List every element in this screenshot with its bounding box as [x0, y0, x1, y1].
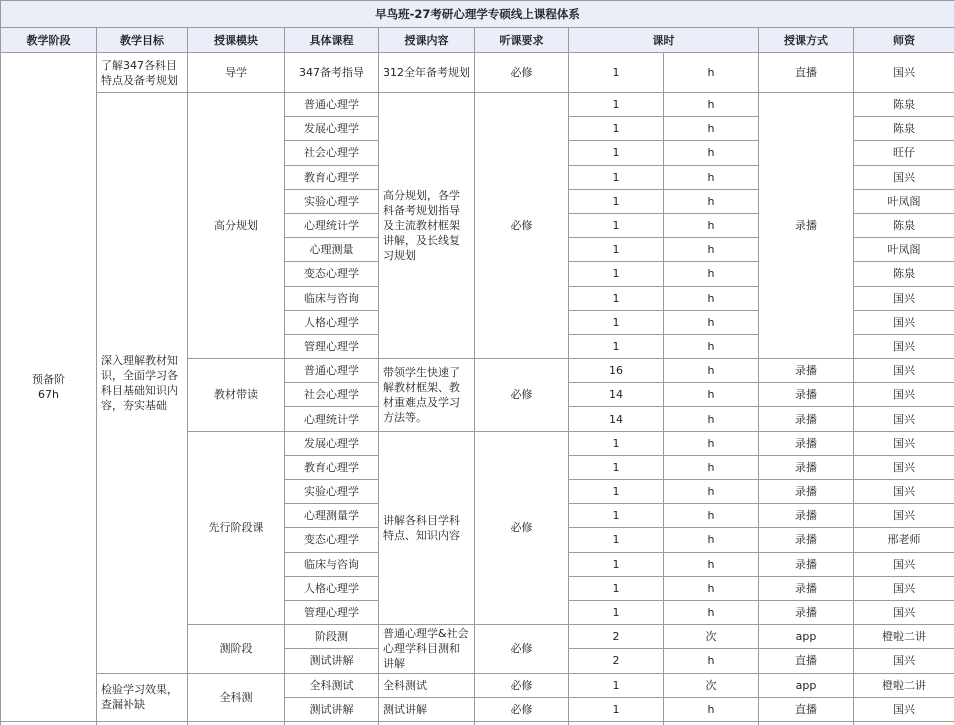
course-cell: 实验心理学 [285, 189, 379, 213]
unit-cell: h [664, 552, 759, 576]
hours-cell: 1 [569, 53, 664, 93]
course-cell: 临床与咨询 [285, 286, 379, 310]
hours-cell: 1 [569, 213, 664, 237]
hours-cell: 1 [569, 455, 664, 479]
teacher-cell: 国兴 [854, 53, 954, 93]
empty-cell [379, 721, 475, 725]
goal-cell: 了解347各科目特点及备考规划 [97, 53, 188, 93]
unit-cell: h [664, 213, 759, 237]
hours-cell: 1 [569, 189, 664, 213]
hours-cell: 1 [569, 431, 664, 455]
teacher-cell: 国兴 [854, 480, 954, 504]
unit-cell: h [664, 165, 759, 189]
unit-cell: h [664, 383, 759, 407]
mode-cell: 录播 [759, 576, 854, 600]
unit-cell: h [664, 334, 759, 358]
empty-cell [854, 721, 954, 725]
teacher-cell: 邢老师 [854, 528, 954, 552]
course-cell: 心理统计学 [285, 407, 379, 431]
req-cell: 必修 [475, 431, 569, 625]
req-cell: 必修 [475, 697, 569, 721]
module-cell: 测阶段 [188, 625, 285, 673]
teacher-cell: 国兴 [854, 697, 954, 721]
teacher-cell: 叶凤阁 [854, 189, 954, 213]
hours-cell: 1 [569, 480, 664, 504]
req-cell: 必修 [475, 625, 569, 673]
hours-cell: 2 [569, 625, 664, 649]
mode-cell: 录播 [759, 383, 854, 407]
teacher-cell: 国兴 [854, 600, 954, 624]
teacher-cell: 国兴 [854, 334, 954, 358]
hours-cell: 14 [569, 383, 664, 407]
teacher-cell: 国兴 [854, 310, 954, 334]
hours-cell: 1 [569, 552, 664, 576]
mode-cell: 录播 [759, 93, 854, 359]
teacher-cell: 国兴 [854, 407, 954, 431]
column-header: 师资 [854, 28, 954, 53]
course-cell: 人格心理学 [285, 576, 379, 600]
unit-cell: h [664, 649, 759, 673]
hours-cell: 1 [569, 93, 664, 117]
teacher-cell: 陈泉 [854, 213, 954, 237]
course-cell: 发展心理学 [285, 431, 379, 455]
empty-cell [759, 721, 854, 725]
goal-cell: 深入理解教材知识，全面学习各科目基础知识内容，夯实基础 [97, 93, 188, 674]
mode-cell: 录播 [759, 431, 854, 455]
course-cell: 心理测量 [285, 238, 379, 262]
teacher-cell: 国兴 [854, 165, 954, 189]
content-cell: 讲解各科目学科特点、知识内容 [379, 431, 475, 625]
column-header: 教学阶段 [1, 28, 97, 53]
column-header: 授课内容 [379, 28, 475, 53]
course-cell: 普通心理学 [285, 93, 379, 117]
hours-cell: 1 [569, 576, 664, 600]
teacher-cell: 国兴 [854, 431, 954, 455]
course-cell: 临床与咨询 [285, 552, 379, 576]
unit-cell: h [664, 189, 759, 213]
course-cell: 社会心理学 [285, 383, 379, 407]
course-cell: 变态心理学 [285, 528, 379, 552]
unit-cell: 次 [664, 625, 759, 649]
unit-cell: h [664, 431, 759, 455]
content-cell: 带领学生快速了解教材框架、教材重难点及学习方法等。 [379, 359, 475, 432]
course-cell: 教育心理学 [285, 455, 379, 479]
hours-cell: 1 [569, 528, 664, 552]
teacher-cell: 国兴 [854, 576, 954, 600]
mode-cell: 录播 [759, 600, 854, 624]
unit-cell: h [664, 93, 759, 117]
column-header: 教学目标 [97, 28, 188, 53]
empty-cell [475, 721, 569, 725]
req-cell: 必修 [475, 673, 569, 697]
hours-cell: 1 [569, 117, 664, 141]
goal-cell: 检验学习效果，查漏补缺 [97, 673, 188, 721]
hours-cell: 1 [569, 600, 664, 624]
unit-cell: 次 [664, 673, 759, 697]
table-row [1, 53, 954, 93]
req-cell: 必修 [475, 359, 569, 432]
course-cell: 发展心理学 [285, 117, 379, 141]
table-row [1, 93, 954, 117]
hours-cell: 1 [569, 504, 664, 528]
unit-cell: h [664, 576, 759, 600]
unit-cell: h [664, 310, 759, 334]
teacher-cell: 国兴 [854, 649, 954, 673]
content-cell: 312全年备考规划 [379, 53, 475, 93]
unit-cell: h [664, 407, 759, 431]
table-row-partial [1, 721, 954, 725]
req-cell: 必修 [475, 53, 569, 93]
hours-cell: 14 [569, 407, 664, 431]
mode-cell: 录播 [759, 528, 854, 552]
mode-cell: 录播 [759, 480, 854, 504]
teacher-cell: 国兴 [854, 552, 954, 576]
content-cell: 测试讲解 [379, 697, 475, 721]
teacher-cell: 旺仔 [854, 141, 954, 165]
unit-cell: h [664, 262, 759, 286]
unit-cell: h [664, 238, 759, 262]
module-cell: 全科测 [188, 673, 285, 721]
table-title: 早鸟班-27考研心理学专硕线上课程体系 [1, 1, 954, 28]
content-cell: 普通心理学&社会心理学科目测和讲解 [379, 625, 475, 673]
teacher-cell: 国兴 [854, 504, 954, 528]
hours-cell: 1 [569, 286, 664, 310]
hours-cell: 16 [569, 359, 664, 383]
course-cell: 心理统计学 [285, 213, 379, 237]
empty-cell [285, 721, 379, 725]
hours-cell: 1 [569, 697, 664, 721]
course-cell: 347备考指导 [285, 53, 379, 93]
empty-cell [569, 721, 664, 725]
mode-cell: 录播 [759, 455, 854, 479]
course-cell: 阶段测 [285, 625, 379, 649]
unit-cell: h [664, 53, 759, 93]
course-cell: 社会心理学 [285, 141, 379, 165]
mode-cell: 录播 [759, 504, 854, 528]
teacher-cell: 橙啦二讲 [854, 625, 954, 649]
empty-cell [664, 721, 759, 725]
hours-cell: 1 [569, 334, 664, 358]
module-cell: 教材带读 [188, 359, 285, 432]
unit-cell: h [664, 117, 759, 141]
mode-cell: 录播 [759, 407, 854, 431]
teacher-cell: 陈泉 [854, 262, 954, 286]
unit-cell: h [664, 504, 759, 528]
empty-cell [188, 721, 285, 725]
table-row [1, 673, 954, 697]
unit-cell: h [664, 528, 759, 552]
hours-cell: 1 [569, 262, 664, 286]
header-row [1, 28, 954, 53]
column-header: 听课要求 [475, 28, 569, 53]
req-cell: 必修 [475, 93, 569, 359]
hours-cell: 2 [569, 649, 664, 673]
unit-cell: h [664, 480, 759, 504]
column-header: 授课方式 [759, 28, 854, 53]
teacher-cell: 陈泉 [854, 117, 954, 141]
teacher-cell: 国兴 [854, 286, 954, 310]
unit-cell: h [664, 697, 759, 721]
hours-cell: 1 [569, 238, 664, 262]
course-cell: 管理心理学 [285, 600, 379, 624]
hours-cell: 1 [569, 310, 664, 334]
course-cell: 教育心理学 [285, 165, 379, 189]
course-cell: 全科测试 [285, 673, 379, 697]
mode-cell: app [759, 673, 854, 697]
column-header: 授课模块 [188, 28, 285, 53]
content-cell: 高分规划，各学科备考规划指导及主流教材框架讲解，及长线复习规划 [379, 93, 475, 359]
course-cell: 心理测量学 [285, 504, 379, 528]
mode-cell: 录播 [759, 359, 854, 383]
hours-cell: 1 [569, 165, 664, 189]
course-cell: 测试讲解 [285, 697, 379, 721]
mode-cell: 直播 [759, 697, 854, 721]
hours-cell: 1 [569, 673, 664, 697]
course-cell: 普通心理学 [285, 359, 379, 383]
module-cell: 高分规划 [188, 93, 285, 359]
course-cell: 人格心理学 [285, 310, 379, 334]
teacher-cell: 国兴 [854, 383, 954, 407]
course-cell: 变态心理学 [285, 262, 379, 286]
course-cell: 测试讲解 [285, 649, 379, 673]
teacher-cell: 叶凤阁 [854, 238, 954, 262]
empty-cell [1, 721, 97, 725]
unit-cell: h [664, 600, 759, 624]
mode-cell: 录播 [759, 552, 854, 576]
stage-cell: 预备阶 67h [1, 53, 97, 722]
mode-cell: app [759, 625, 854, 649]
module-cell: 导学 [188, 53, 285, 93]
course-cell: 实验心理学 [285, 480, 379, 504]
column-header: 课时 [569, 28, 759, 53]
teacher-cell: 橙啦二讲 [854, 673, 954, 697]
content-cell: 全科测试 [379, 673, 475, 697]
unit-cell: h [664, 141, 759, 165]
unit-cell: h [664, 359, 759, 383]
empty-cell [97, 721, 188, 725]
teacher-cell: 国兴 [854, 359, 954, 383]
teacher-cell: 国兴 [854, 455, 954, 479]
unit-cell: h [664, 286, 759, 310]
title-row [1, 1, 954, 28]
teacher-cell: 陈泉 [854, 93, 954, 117]
mode-cell: 直播 [759, 649, 854, 673]
hours-cell: 1 [569, 141, 664, 165]
column-header: 具体课程 [285, 28, 379, 53]
module-cell: 先行阶段课 [188, 431, 285, 625]
unit-cell: h [664, 455, 759, 479]
course-cell: 管理心理学 [285, 334, 379, 358]
mode-cell: 直播 [759, 53, 854, 93]
